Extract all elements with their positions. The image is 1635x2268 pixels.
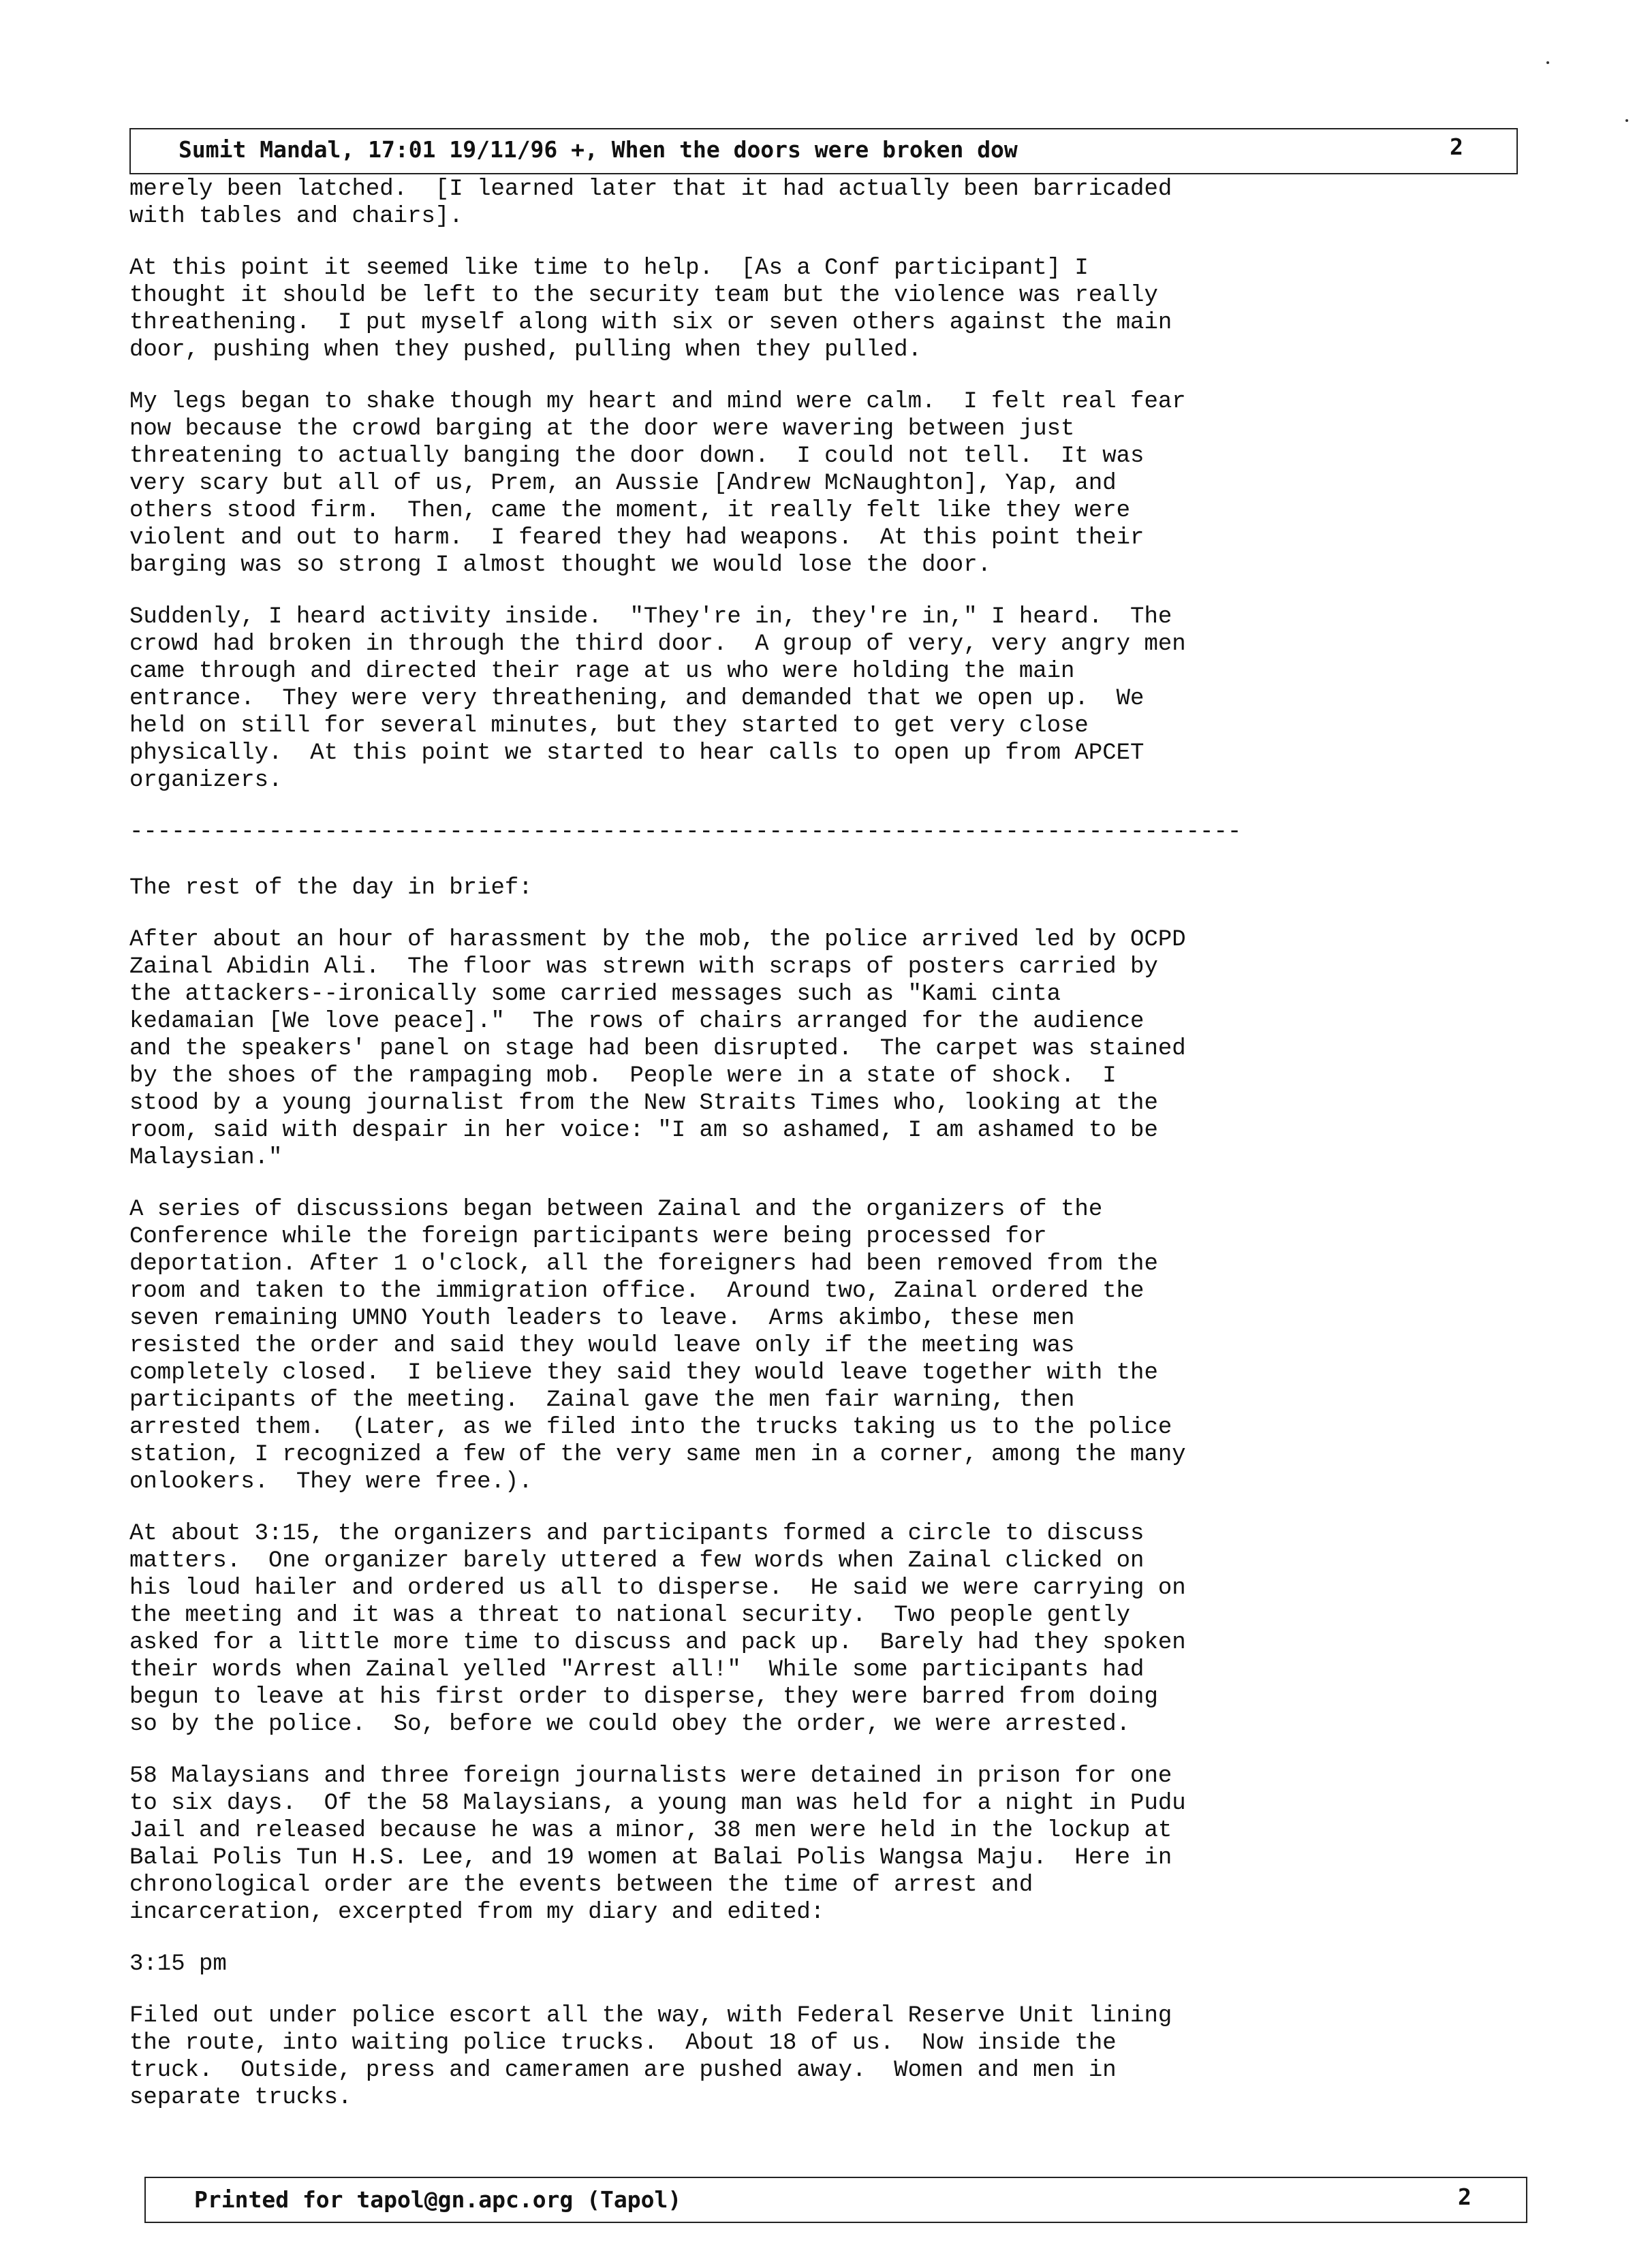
paragraph bbox=[129, 255, 1526, 364]
text-line: Filed out under police escort all the way, with Federal Reserve Unit lining bbox=[129, 2003, 1172, 2029]
text-line: entrance. They were very threathening, and demanded that we open up. We bbox=[129, 686, 1144, 712]
text-line: truck. Outside, press and cameramen are pushed away. Women and men in bbox=[129, 2058, 1117, 2083]
header-page-number: 2 bbox=[1450, 133, 1463, 160]
text-line: At about 3:15, the organizers and participants formed a circle to discuss bbox=[129, 1521, 1144, 1547]
text-line: matters. One organizer barely uttered a few words when Zainal clicked on bbox=[129, 1548, 1144, 1574]
paragraph bbox=[129, 1951, 1526, 1978]
text-line: seven remaining UMNO Youth leaders to leave. Arms akimbo, these men bbox=[129, 1306, 1075, 1332]
text-line: thought it should be left to the security team but the violence was really bbox=[129, 283, 1158, 309]
text-line: organizers. bbox=[129, 768, 283, 793]
text-line: came through and directed their rage at us who were holding the main bbox=[129, 659, 1075, 684]
text-line: My legs began to shake though my heart and mind were calm. I felt real fear bbox=[129, 389, 1186, 415]
text-line: Balai Polis Tun H.S. Lee, and 19 women at Balai Polis Wangsa Maju. Here in bbox=[129, 1845, 1172, 1871]
text-line: participants of the meeting. Zainal gave the men fair warning, then bbox=[129, 1387, 1075, 1413]
text-line: violent and out to harm. I feared they had weapons. At this point their bbox=[129, 525, 1144, 551]
text-line: completely closed. I believe they said they would leave together with the bbox=[129, 1360, 1158, 1386]
footer-text: Printed for tapol@gn.apc.org (Tapol) bbox=[194, 2186, 682, 2213]
header-title: Sumit Mandal, 17:01 19/11/96 +, When the doors were broken dow bbox=[178, 136, 1018, 163]
text-line: Malaysian." bbox=[129, 1145, 283, 1171]
text-line: to six days. Of the 58 Malaysians, a young man was held for a night in Pudu bbox=[129, 1791, 1186, 1816]
text-line: A series of discussions began between Zainal and the organizers of the bbox=[129, 1197, 1103, 1223]
document-body bbox=[129, 176, 1526, 2136]
text-line: 58 Malaysians and three foreign journalists were detained in prison for one bbox=[129, 1763, 1172, 1789]
paragraph bbox=[129, 1196, 1526, 1496]
text-line: separate trucks. bbox=[129, 2085, 352, 2111]
text-line: 3:15 pm bbox=[129, 1951, 227, 1977]
text-line: arrested them. (Later, as we filed into the trucks taking us to the police bbox=[129, 1415, 1172, 1440]
text-line: barging was so strong I almost thought we would lose the door. bbox=[129, 552, 992, 578]
text-line: others stood firm. Then, came the moment, it really felt like they were bbox=[129, 498, 1131, 524]
text-line: the attackers--ironically some carried messages such as "Kami cinta bbox=[129, 981, 1061, 1007]
text-line: chronological order are the events between the time of arrest and bbox=[129, 1872, 1033, 1898]
text-line: held on still for several minutes, but they started to get very close bbox=[129, 713, 1089, 739]
section-separator: -------------------------------------------------------------------------------- bbox=[129, 819, 1242, 845]
text-line: threathening. I put myself along with six or seven others against the main bbox=[129, 310, 1172, 336]
text-line: onlookers. They were free.). bbox=[129, 1469, 533, 1495]
paragraph bbox=[129, 388, 1526, 579]
text-line: resisted the order and said they would leave only if the meeting was bbox=[129, 1333, 1075, 1359]
text-line: Suddenly, I heard activity inside. "They're in, they're in," I heard. The bbox=[129, 604, 1172, 630]
text-line: deportation. After 1 o'clock, all the foreigners had been removed from the bbox=[129, 1251, 1158, 1277]
text-line: door, pushing when they pushed, pulling when they pulled. bbox=[129, 337, 922, 363]
text-line: The rest of the day in brief: bbox=[129, 875, 533, 901]
footer-page-number: 2 bbox=[1458, 2184, 1472, 2210]
text-line: so by the police. So, before we could obey the order, we were arrested. bbox=[129, 1712, 1131, 1737]
text-line: incarceration, excerpted from my diary and edited: bbox=[129, 1900, 825, 1925]
text-line: Jail and released because he was a minor, 38 men were held in the lockup at bbox=[129, 1818, 1172, 1844]
text-line: his loud hailer and ordered us all to disperse. He said we were carrying on bbox=[129, 1575, 1186, 1601]
paragraph bbox=[129, 176, 1526, 230]
text-line: room, said with despair in her voice: "I am so ashamed, I am ashamed to be bbox=[129, 1118, 1158, 1144]
scan-speck bbox=[1625, 119, 1628, 122]
text-line: physically. At this point we started to hear calls to open up from APCET bbox=[129, 740, 1144, 766]
text-line: Conference while the foreign participants were being processed for bbox=[129, 1224, 1047, 1250]
text-line: threatening to actually banging the door down. I could not tell. It was bbox=[129, 443, 1144, 469]
text-line: Zainal Abidin Ali. The floor was strewn with scraps of posters carried by bbox=[129, 954, 1158, 980]
text-line: station, I recognized a few of the very same men in a corner, among the many bbox=[129, 1442, 1186, 1468]
paragraph bbox=[129, 1763, 1526, 1926]
text-line: After about an hour of harassment by the mob, the police arrived led by OCPD bbox=[129, 927, 1186, 953]
text-line: crowd had broken in through the third door. A group of very, very angry men bbox=[129, 631, 1186, 657]
paragraph bbox=[129, 875, 1526, 902]
text-line: the meeting and it was a threat to national security. Two people gently bbox=[129, 1603, 1131, 1628]
text-line: begun to leave at his first order to disperse, they were barred from doing bbox=[129, 1684, 1158, 1710]
text-line: merely been latched. [I learned later that it had actually been barricaded bbox=[129, 176, 1172, 202]
text-line: kedamaian [We love peace]." The rows of chairs arranged for the audience bbox=[129, 1009, 1144, 1035]
paragraph bbox=[129, 926, 1526, 1171]
text-line: their words when Zainal yelled "Arrest all!" While some participants had bbox=[129, 1657, 1144, 1683]
text-line: and the speakers' panel on stage had been disrupted. The carpet was stained bbox=[129, 1036, 1186, 1062]
paragraph bbox=[129, 603, 1526, 794]
scan-speck bbox=[1546, 61, 1549, 64]
text-line: now because the crowd barging at the door were wavering between just bbox=[129, 416, 1075, 442]
paragraph bbox=[129, 1520, 1526, 1738]
text-line: room and taken to the immigration office. Around two, Zainal ordered the bbox=[129, 1278, 1144, 1304]
paragraph bbox=[129, 2002, 1526, 2111]
text-line: At this point it seemed like time to help. [As a Conf participant] I bbox=[129, 255, 1089, 281]
text-line: with tables and chairs]. bbox=[129, 204, 463, 230]
text-line: by the shoes of the rampaging mob. People were in a state of shock. I bbox=[129, 1063, 1117, 1089]
text-line: very scary but all of us, Prem, an Aussie [Andrew McNaughton], Yap, and bbox=[129, 471, 1117, 497]
text-line: the route, into waiting police trucks. About 18 of us. Now inside the bbox=[129, 2030, 1117, 2056]
text-line: asked for a little more time to discuss and pack up. Barely had they spoken bbox=[129, 1630, 1186, 1656]
text-line: stood by a young journalist from the New Straits Times who, looking at the bbox=[129, 1090, 1158, 1116]
